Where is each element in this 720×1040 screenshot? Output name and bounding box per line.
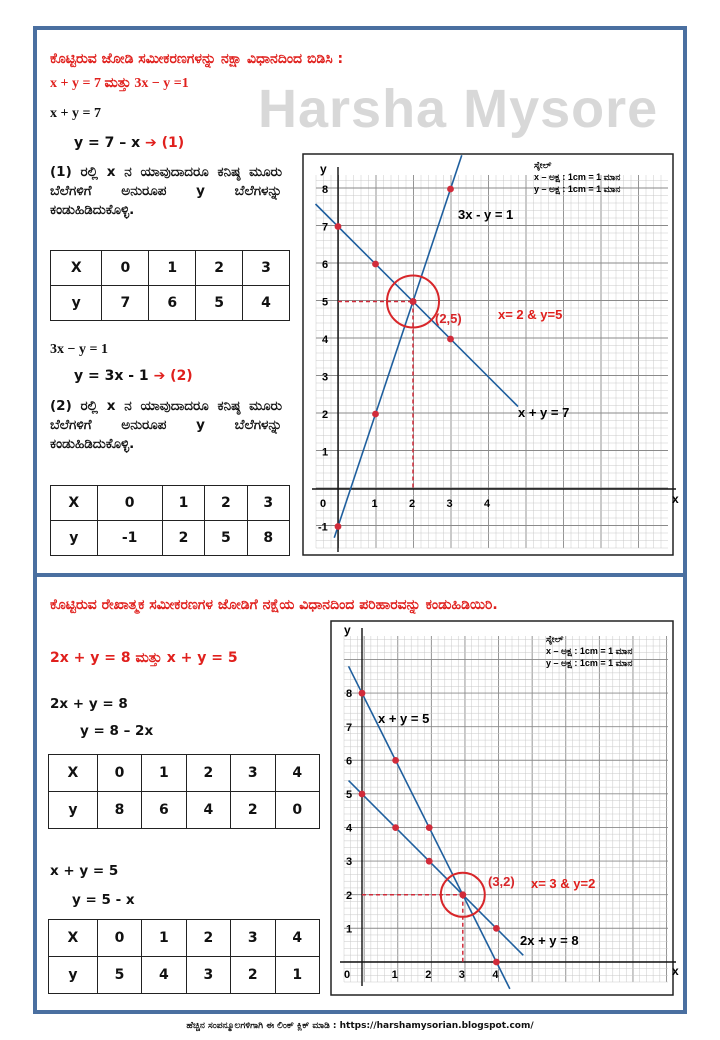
table-cell: 7	[102, 286, 149, 321]
series-label: x + y = 5	[378, 711, 430, 726]
table-row	[51, 251, 290, 286]
part1-instruction-2: (2) ರಲ್ಲಿ x ನ ಯಾವುದಾದರೂ ಕನಿಷ್ಠ ಮೂರು ಬೆಲೆಗಳಿಗೆ ಅನುರೂಪ y ಬೆಲೆಗಳನ್ನು ಕಂಡುಹಿಡಿದುಕೊಳ್ಳಿ.	[50, 398, 282, 452]
data-point	[392, 757, 399, 764]
scale-y-text: y – ಅಕ್ಷ : 1cm = 1 ಮಾನ	[534, 184, 621, 194]
table-cell: 1	[162, 486, 204, 521]
table-row	[49, 920, 320, 957]
eq1-ref: (1)	[161, 135, 185, 151]
scale-title: ಸ್ಕೇಲ್	[546, 634, 564, 644]
graph-1	[302, 153, 679, 556]
x-tick-label: 2	[409, 498, 416, 510]
table-cell: 2	[186, 755, 230, 792]
eq1-solved-text: y = 7 – x	[74, 135, 141, 151]
y-tick-label: 7	[346, 721, 353, 734]
series-label: 3x - y = 1	[458, 207, 514, 222]
table-cell: 3	[243, 251, 290, 286]
table-row	[49, 957, 320, 994]
x-tick-label: 3	[446, 498, 453, 510]
y-tick-label: 7	[322, 221, 329, 234]
part2-table1	[48, 754, 320, 829]
eq2-ref: (2)	[170, 368, 193, 384]
y-tick-label: 8	[346, 688, 353, 701]
arrow-right-icon: ➔	[145, 135, 157, 151]
table-cell: 3	[231, 920, 275, 957]
arrow-right-icon: ➔	[153, 368, 166, 384]
x-tick-label: 1	[371, 498, 378, 510]
x-tick-label: 4	[492, 969, 499, 981]
x-tick-label: 1	[391, 969, 398, 981]
x-tick-label: 0	[344, 969, 351, 981]
data-point	[372, 261, 379, 268]
table-cell: X	[51, 486, 98, 521]
y-tick-label: 5	[346, 789, 353, 801]
part2-table2	[48, 919, 320, 994]
table-cell: 4	[142, 957, 186, 994]
y-tick-label: 2	[322, 409, 329, 421]
solution-label: x= 3 & y=2	[531, 876, 596, 891]
table-cell: y	[49, 957, 98, 994]
series-label: 2x + y = 8	[520, 933, 579, 948]
part1-instruction-1: (1) ರಲ್ಲಿ x ನ ಯಾವುದಾದರೂ ಕನಿಷ್ಠ ಮೂರು ಬೆಲೆಗಳಿಗೆ ಅನುರೂಪ y ಬೆಲೆಗಳನ್ನು ಕಂಡುಹಿಡಿದುಕೊಳ್ಳಿ.	[50, 164, 282, 218]
part2-eq1-solved: y = 8 – 2x	[80, 723, 154, 739]
table-cell: 0	[97, 920, 141, 957]
table-cell: y	[49, 792, 98, 829]
table-cell: 8	[97, 792, 141, 829]
data-point	[426, 824, 433, 831]
data-point	[359, 791, 366, 798]
part2-title: ಕೊಟ್ಟಿರುವ ರೇಖಾತ್ಮಕ ಸಮೀಕರಣಗಳ ಜೋಡಿಗೆ ನಕ್ಷೆಯ ವಿಧಾನದಿಂದ ಪರಿಹಾರವನ್ನು ಕಂಡುಹಿಡಿಯಿರಿ.	[50, 597, 498, 613]
series-label: x + y = 7	[518, 405, 570, 420]
part2-eq2: x + y = 5	[50, 863, 119, 879]
scale-title: ಸ್ಕೇಲ್	[534, 160, 552, 170]
data-point	[426, 858, 433, 865]
table-row	[49, 755, 320, 792]
table-row	[51, 521, 290, 556]
scale-x-text: x – ಅಕ್ಷ : 1cm = 1 ಮಾನ	[534, 172, 621, 182]
table-cell: X	[49, 755, 98, 792]
table-cell: 1	[142, 920, 186, 957]
data-point	[410, 298, 417, 305]
part1-eq2-solved	[74, 368, 193, 384]
data-point	[459, 891, 466, 898]
data-point	[335, 223, 342, 230]
part1-eq1: x + y = 7	[50, 106, 101, 121]
y-axis-label: y	[320, 162, 327, 176]
data-point	[493, 925, 500, 932]
part1-eq1-solved	[74, 135, 184, 151]
table-cell: X	[49, 920, 98, 957]
table-cell: 6	[142, 792, 186, 829]
part2-equations: 2x + y = 8 ಮತ್ತು x + y = 5	[50, 650, 238, 666]
part1-equations: x + y = 7 ಮತ್ತು 3x − y =1	[50, 76, 189, 91]
x-axis-label: x	[672, 964, 679, 978]
table-cell: -1	[97, 521, 162, 556]
intersection-label: (3,2)	[488, 874, 515, 889]
table-cell: 2	[231, 957, 275, 994]
part2-eq1: 2x + y = 8	[50, 696, 128, 712]
table-cell: 1	[142, 755, 186, 792]
footer-link-text: ಹೆಚ್ಚಿನ ಸಂಪನ್ಮೂಲಗಳಿಗಾಗಿ ಈ ಲಿಂಕ್ ಕ್ಲಿಕ್ ಮಾಡಿ : https://harshamysorian.blogspot.com/	[186, 1021, 534, 1031]
data-point	[359, 690, 366, 697]
table-cell: 3	[186, 957, 230, 994]
intersection-label: (2,5)	[435, 311, 462, 326]
data-point	[447, 336, 454, 343]
solution-label: x= 2 & y=5	[498, 307, 563, 322]
table-cell: 0	[97, 486, 162, 521]
y-tick-label: 6	[346, 755, 353, 768]
data-point	[493, 959, 500, 966]
y-tick-label: 5	[322, 296, 329, 309]
x-tick-label: 2	[425, 969, 432, 981]
table-cell: 2	[186, 920, 230, 957]
part1-eq2: 3x − y = 1	[50, 342, 108, 357]
table-cell: 4	[243, 286, 290, 321]
watermark: Harsha Mysore	[258, 79, 659, 139]
eq2-solved-text: y = 3x - 1	[74, 368, 149, 384]
table-cell: 0	[97, 755, 141, 792]
table-cell: y	[51, 521, 98, 556]
table-cell: 3	[231, 755, 275, 792]
table-cell: 5	[196, 286, 243, 321]
table-cell: 3	[247, 486, 289, 521]
table-cell: 2	[231, 792, 275, 829]
table-cell: y	[51, 286, 102, 321]
table-cell: 0	[275, 792, 319, 829]
y-tick-label: 1	[346, 923, 353, 936]
y-tick-label: 4	[322, 334, 329, 346]
y-tick-label: 4	[346, 822, 353, 835]
data-point	[392, 824, 399, 831]
table-cell: 5	[97, 957, 141, 994]
part1-title: ಕೊಟ್ಟಿರುವ ಜೋಡಿ ಸಮೀಕರಣಗಳನ್ನು ನಕ್ಷಾ ವಿಧಾನದಿಂದ ಬಿಡಿಸಿ :	[50, 51, 344, 67]
x-axis-label: x	[672, 492, 679, 506]
table-cell: 1	[275, 957, 319, 994]
scale-y-text: y – ಅಕ್ಷ : 1cm = 1 ಮಾನ	[546, 658, 633, 668]
table-row	[51, 286, 290, 321]
table-cell: 6	[149, 286, 196, 321]
table-row	[49, 792, 320, 829]
data-point	[335, 523, 342, 530]
table-cell: 2	[196, 251, 243, 286]
data-point	[447, 186, 454, 193]
y-tick-label: 3	[322, 371, 329, 384]
table-cell: X	[51, 251, 102, 286]
data-point	[372, 411, 379, 418]
x-tick-label: 3	[458, 969, 465, 981]
table-cell: 2	[205, 486, 247, 521]
table-cell: 4	[186, 792, 230, 829]
part1-table1	[50, 250, 290, 321]
scale-x-text: x – ಅಕ್ಷ : 1cm = 1 ಮಾನ	[546, 646, 633, 656]
x-tick-label: 0	[320, 498, 327, 510]
section-divider	[33, 573, 687, 577]
y-tick-label: 3	[346, 856, 353, 869]
table-cell: 5	[205, 521, 247, 556]
y-axis-label: y	[344, 623, 351, 637]
table-cell: 4	[275, 755, 319, 792]
y-tick-label: 2	[346, 889, 353, 902]
y-tick-label: 6	[322, 259, 329, 271]
part2-eq2-solved: y = 5 - x	[72, 892, 135, 908]
x-tick-label: 4	[484, 498, 491, 510]
table-cell: 1	[149, 251, 196, 286]
y-tick-label: -1	[318, 521, 328, 534]
part1-table2	[50, 485, 290, 556]
y-tick-label: 1	[322, 446, 329, 459]
table-cell: 4	[275, 920, 319, 957]
table-cell: 0	[102, 251, 149, 286]
table-row	[51, 486, 290, 521]
table-cell: 8	[247, 521, 289, 556]
table-cell: 2	[162, 521, 204, 556]
graph-2	[330, 620, 679, 996]
graph-border	[331, 621, 673, 995]
y-tick-label: 8	[322, 184, 329, 196]
